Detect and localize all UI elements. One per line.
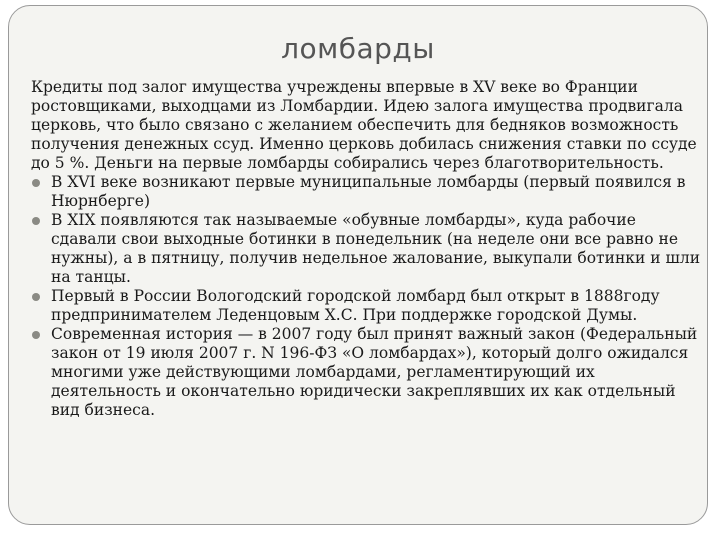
bullet-text: В XIX появляются так называемые «обувные ломбарды», куда рабочие сдавали свои выходные ботинки в понедельник (на неделе они все равно не нужны), а в пятницу, получив недельное жалование, выкупали ботинки и шли на танцы.	[51, 211, 701, 286]
bullet-dot-icon	[32, 179, 40, 187]
bullet-dot-icon	[32, 293, 40, 301]
bullet-text: В XVI веке возникают первые муниципальные ломбарды (первый появился в Нюрнберге)	[51, 173, 686, 210]
bullet-dot-icon	[32, 331, 40, 339]
bullet-list	[31, 173, 701, 420]
bullet-item	[31, 173, 701, 211]
slide-body	[31, 78, 701, 420]
slide-frame	[8, 5, 708, 525]
bullet-text: Первый в России Вологодский городской ломбард был открыт в 1888году предпринимателем Леденцовым Х.С. При поддержке городской Думы.	[51, 287, 660, 324]
bullet-item	[31, 211, 701, 287]
bullet-dot-icon	[32, 217, 40, 225]
slide-title: ломбарды	[281, 32, 435, 65]
bullet-text: Современная история — в 2007 году был принят важный закон (Федеральный закон от 19 июля 2007 г. N 196-ФЗ «О ломбардах»), который долго ожидался многими уже действующими ломбардами, регламентирующий их деятельность и окончательно юридически закреплявших их как отдельный вид бизнеса.	[51, 325, 698, 419]
intro-paragraph: Кредиты под залог имущества учреждены впервые в XV веке во Франции ростовщиками, выходцами из Ломбардии. Идею залога имущества продвигала церковь, что было связано с желанием обеспечить для бедняков возможность получения денежных ссуд. Именно церковь добилась снижения ставки по ссуде до 5 %. Деньги на первые ломбарды собирались через благотворительность.	[31, 78, 697, 172]
bullet-item	[31, 325, 701, 420]
bullet-item	[31, 287, 701, 325]
